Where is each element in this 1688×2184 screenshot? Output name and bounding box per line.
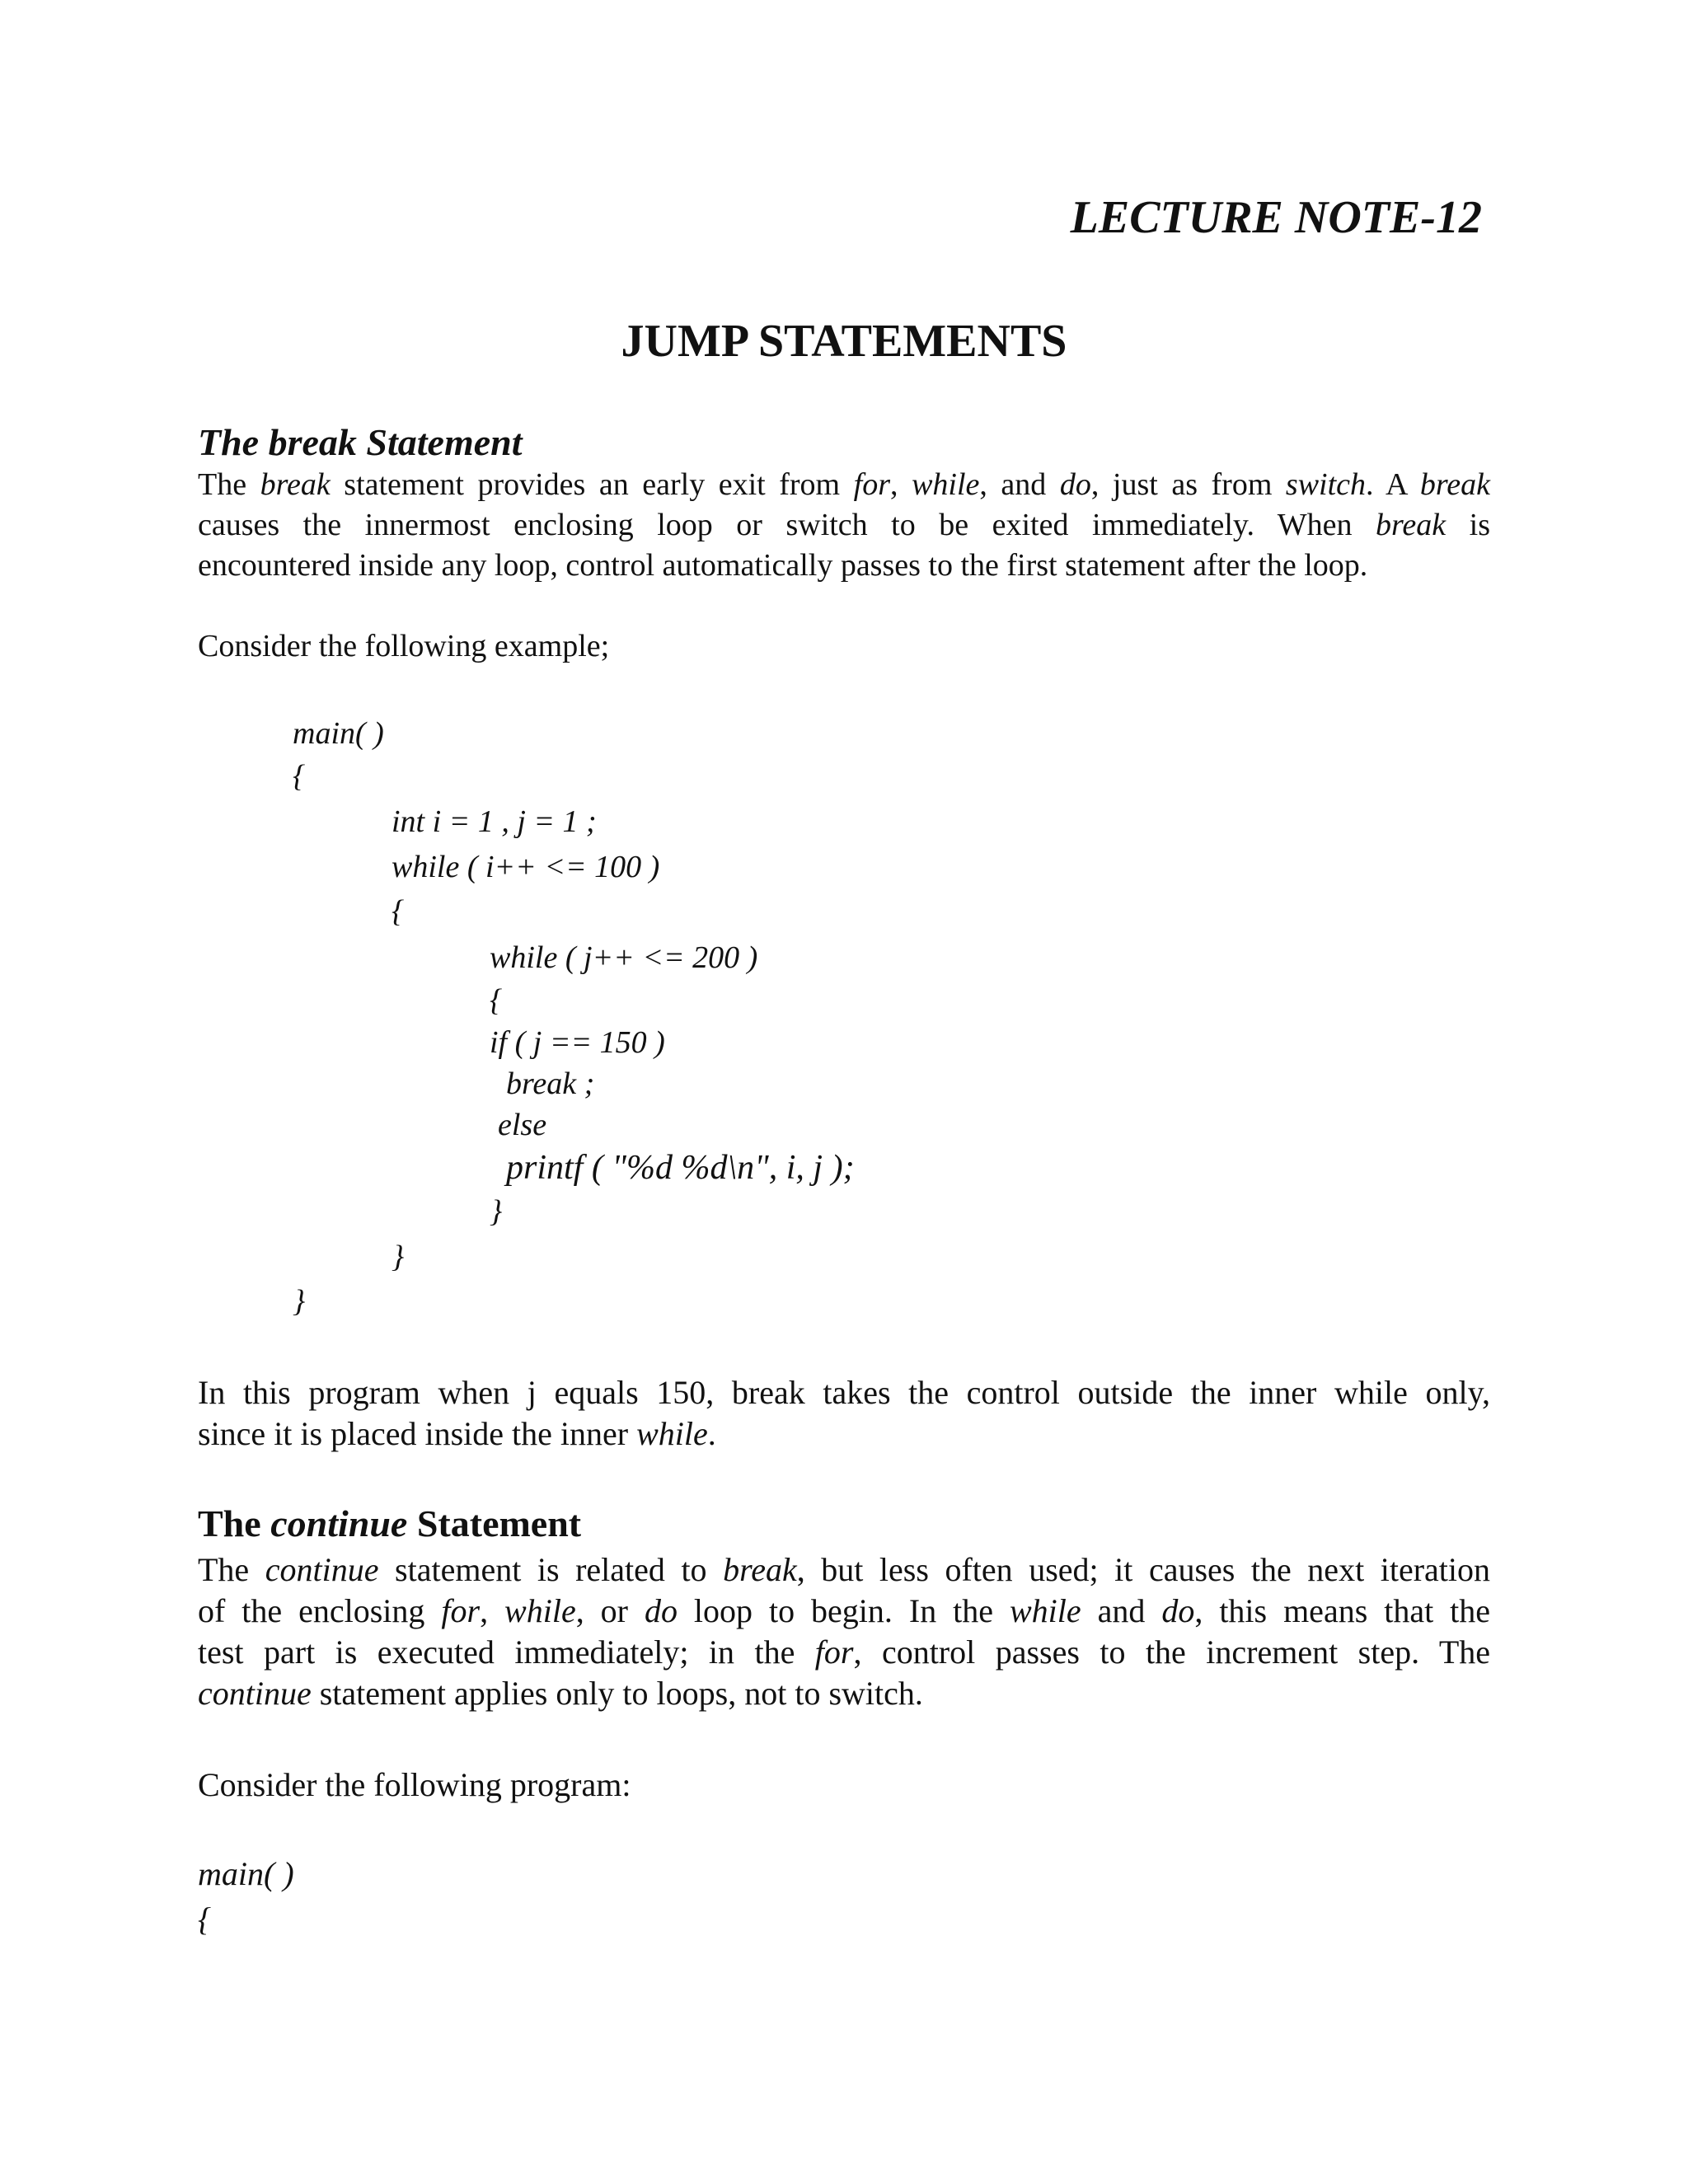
code-line: { bbox=[392, 894, 405, 929]
emphasis: break bbox=[260, 467, 331, 502]
paragraph-line: continue statement applies only to loops, not to switch. bbox=[198, 1675, 923, 1712]
heading-suffix: Statement bbox=[407, 1502, 582, 1544]
emphasis: continue bbox=[265, 1551, 379, 1588]
emphasis: while bbox=[636, 1415, 708, 1452]
code-line: while ( j++ <= 200 ) bbox=[490, 940, 758, 975]
paragraph-line: The continue statement is related to break, but less often used; it causes the next iteration bbox=[198, 1551, 1491, 1588]
paragraph-line: since it is placed inside the inner while. bbox=[198, 1415, 716, 1452]
break-example-intro: Consider the following example; bbox=[198, 629, 610, 663]
code-line: printf ( "%d %d\n", i, j ); bbox=[506, 1149, 855, 1187]
break-explanation bbox=[198, 1372, 1490, 1455]
code-line: main( ) bbox=[198, 1855, 294, 1892]
paragraph-line: causes the innermost enclosing loop or switch to be exited immediately. When break is bbox=[198, 508, 1490, 542]
break-section-heading: The break Statement bbox=[198, 421, 523, 463]
code-line: break ; bbox=[506, 1066, 595, 1101]
heading-keyword: continue bbox=[270, 1502, 408, 1544]
emphasis: while bbox=[912, 467, 980, 502]
continue-section-heading bbox=[198, 1502, 581, 1545]
lecture-note-label: LECTURE NOTE-12 bbox=[1070, 192, 1482, 243]
code-line: } bbox=[490, 1194, 503, 1229]
page-title: JUMP STATEMENTS bbox=[621, 316, 1067, 367]
paragraph-line: The break statement provides an early exit from for, while, and do, just as from switch. A break bbox=[198, 467, 1490, 502]
code-line: else bbox=[498, 1108, 547, 1142]
code-line: } bbox=[293, 1284, 306, 1319]
paragraph-line: of the enclosing for, while, or do loop to begin. In the while and do, this means that the bbox=[198, 1592, 1491, 1629]
emphasis: while bbox=[1010, 1592, 1081, 1629]
heading-prefix: The bbox=[198, 1502, 271, 1544]
code-line: int i = 1 , j = 1 ; bbox=[392, 804, 597, 839]
emphasis: break bbox=[1376, 508, 1447, 542]
break-paragraph bbox=[198, 465, 1490, 586]
emphasis: for bbox=[853, 467, 891, 502]
emphasis: for bbox=[441, 1592, 481, 1629]
emphasis: break bbox=[723, 1551, 797, 1588]
emphasis: break bbox=[1419, 467, 1490, 502]
continue-paragraph bbox=[198, 1549, 1490, 1714]
code-line: if ( j == 150 ) bbox=[490, 1025, 665, 1060]
code-line: main( ) bbox=[293, 716, 384, 751]
code-line: { bbox=[198, 1900, 211, 1938]
emphasis: continue bbox=[198, 1675, 312, 1712]
emphasis: do bbox=[1161, 1592, 1195, 1629]
paragraph-line: In this program when j equals 150, break takes the control outside the inner while only, bbox=[198, 1374, 1490, 1411]
emphasis: do bbox=[1059, 467, 1091, 502]
paragraph-line: test part is executed immediately; in the for, control passes to the increment step. The bbox=[198, 1633, 1491, 1671]
emphasis: switch bbox=[1285, 467, 1367, 502]
code-line: while ( i++ <= 100 ) bbox=[392, 850, 660, 884]
emphasis: do bbox=[644, 1592, 678, 1629]
continue-program-intro: Consider the following program: bbox=[198, 1766, 631, 1803]
code-line: { bbox=[293, 759, 306, 794]
paragraph-line: encountered inside any loop, control automatically passes to the first statement after the loop. bbox=[198, 548, 1368, 583]
code-line: } bbox=[392, 1240, 405, 1274]
emphasis: while bbox=[504, 1592, 576, 1629]
emphasis: for bbox=[814, 1633, 854, 1671]
code-line: { bbox=[490, 983, 503, 1018]
